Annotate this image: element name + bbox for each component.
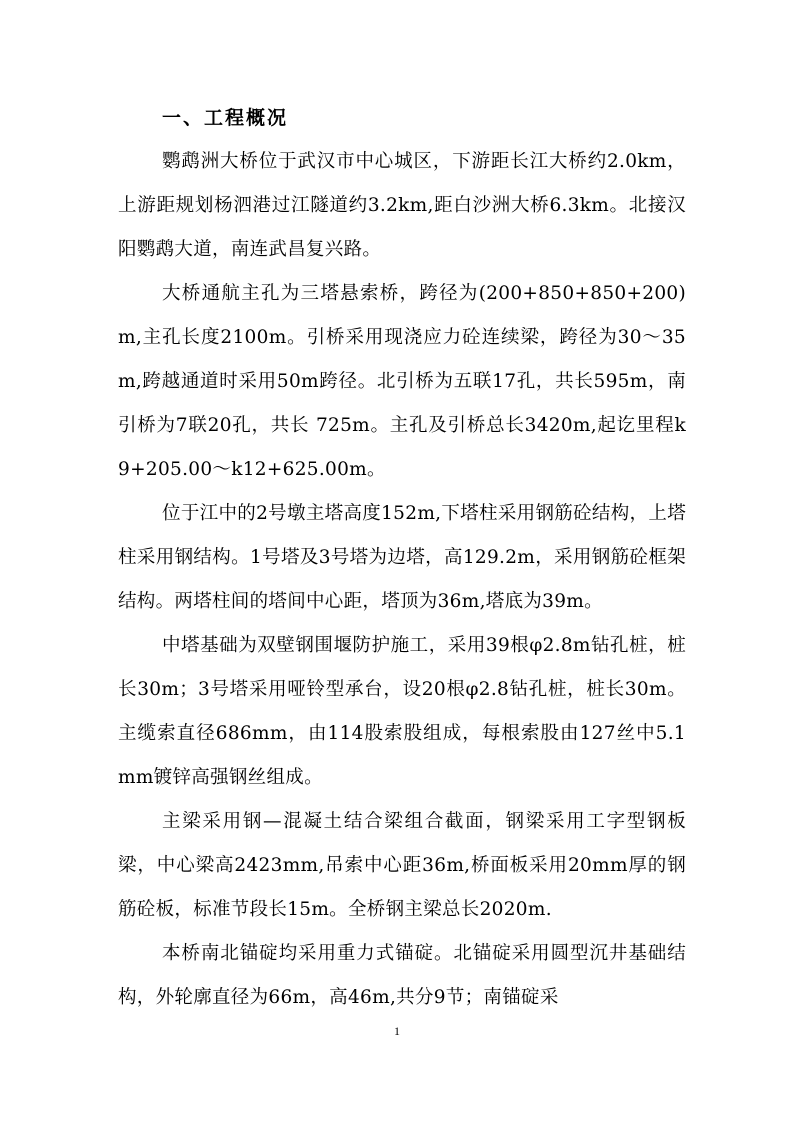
paragraph-spans: 大桥通航主孔为三塔悬索桥，跨径为(200+850+850+200)m,主孔长度2100m。引桥采用现浇应力砼连续梁，跨径为30～35m,跨越通道时采用50m跨径。北引桥为五联17孔，共长595m，南引桥为7联20孔，共长 725m。主孔及引桥总长3420m,起讫里程k9+205.00～k12+625.00m。	[118, 283, 686, 480]
page-number: 1	[394, 1024, 400, 1038]
paragraph-anchorage: 本桥南北锚碇均采用重力式锚碇。北锚碇采用圆型沉井基础结构，外轮廓直径为66m，高46m,共分9节；南锚碇采	[118, 943, 686, 1008]
paragraph-towers: 位于江中的2号墩主塔高度152m,下塔柱采用钢筋砼结构，上塔柱采用钢结构。1号塔及3号塔为边塔，高129.2m，采用钢筋砼框架结构。两塔柱间的塔间中心距，塔顶为36m,塔底为39m。	[118, 503, 686, 612]
paragraph-foundation: 中塔基础为双壁钢围堰防护施工，采用39根φ2.8m钻孔桩，桩长30m；3号塔采用哑铃型承台，设20根φ2.8钻孔桩，桩长30m。主缆索直径686mm，由114股索股组成，每根索股由127丝中5.1mm镀锌高强钢丝组成。	[118, 635, 686, 788]
section-heading: 一、工程概况	[162, 107, 289, 129]
document-body	[118, 96, 686, 1020]
paragraph-location: 鹦鹉洲大桥位于武汉市中心城区，下游距长江大桥约2.0km，上游距规划杨泗港过江隧道约3.2km,距白沙洲大桥6.3km。北接汉阳鹦鹉大道，南连武昌复兴路。	[118, 151, 686, 260]
paragraph-girder: 主梁采用钢—混凝土结合梁组合截面，钢梁采用工字型钢板梁，中心梁高2423mm,吊索中心距36m,桥面板采用20mm厚的钢筋砼板，标准节段长15m。全桥钢主梁总长2020m.	[118, 811, 686, 920]
